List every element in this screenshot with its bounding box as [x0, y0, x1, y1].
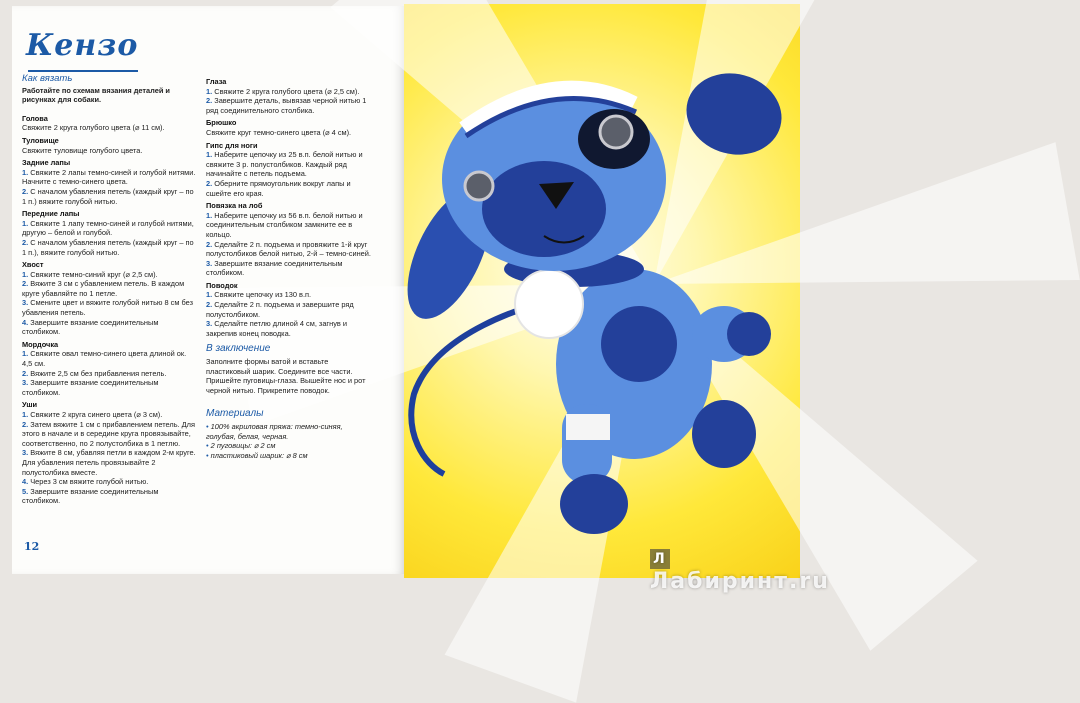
white-ball — [515, 270, 583, 338]
step-text: Вяжите 2,5 см без прибавления петель. — [30, 368, 167, 378]
step-text: Наберите цепочку из 56 в.п. белой нитью и соединительным столбиком замкните ее в кольцо. — [206, 210, 363, 239]
material-item — [206, 451, 374, 461]
watermark-logo-icon: Л — [650, 549, 670, 569]
page-number: 12 — [24, 540, 40, 553]
instruction-step — [206, 179, 374, 198]
section-conclusion: В заключение — [206, 343, 271, 355]
material-item — [206, 422, 374, 441]
step-number: 3. — [206, 319, 213, 329]
step-text: Свяжите 2 лапы темно-синей и голубой нитями. Начните с темно-синего цвета. — [22, 167, 196, 187]
section-heading: Гипс для ноги — [206, 140, 258, 150]
instruction-step — [22, 279, 198, 298]
instruction-text: Свяжите круг темно-синего цвета (⌀ 4 см). — [206, 127, 352, 137]
step-number: 2. — [206, 178, 213, 188]
step-number: 4. — [22, 477, 29, 487]
step-text: Вяжите 3 см с убавлением петель. В каждом круге убавляйте по 1 петле. — [22, 279, 185, 298]
instruction-step — [206, 300, 374, 319]
right-ear — [677, 63, 790, 165]
left-eye — [465, 172, 493, 200]
belly-patch — [601, 306, 677, 382]
watermark — [650, 544, 830, 594]
title-underline — [28, 70, 138, 72]
instruction-step — [22, 298, 198, 317]
materials-list — [206, 422, 374, 460]
watermark-text: Лабиринт.ru — [650, 569, 830, 594]
intro-text: Работайте по схемам вязания деталей и рисунках для собаки. — [22, 85, 170, 105]
section-heading: Голова — [22, 113, 48, 123]
section-heading: Передние лапы — [22, 209, 80, 219]
instruction-step — [22, 219, 198, 238]
step-number: 5. — [22, 486, 29, 496]
step-number: 1. — [22, 167, 29, 177]
step-text: Завершите вязание соединительным столбиком. — [22, 378, 159, 397]
step-text: Смените цвет и вяжите голубой нитью 8 см без убавления петель. — [22, 298, 194, 318]
material-text: 100% акриловая пряжа: темно-синяя, голубая, белая, черная. — [206, 422, 343, 441]
instruction-step — [22, 187, 198, 206]
section-heading: Хвост — [22, 260, 44, 270]
step-number: 1. — [206, 150, 213, 160]
step-text: Наберите цепочку из 25 в.п. белой нитью и свяжите 3 р. полустолбиков. Каждый ряд начинайте с петель подъема. — [206, 150, 363, 179]
col1-list — [22, 114, 198, 506]
step-text: Свяжите 2 круга синего цвета (⌀ 3 см). — [30, 410, 163, 419]
instruction-step — [206, 319, 374, 338]
instruction-step — [206, 211, 374, 240]
instruction-text: Свяжите 2 круга голубого цвета (⌀ 11 см). — [22, 123, 165, 133]
material-item — [206, 441, 374, 451]
step-text: Сделайте 2 п. подъема и завершите ряд полустолбиком. — [206, 300, 354, 319]
right-eye — [600, 116, 632, 148]
instruction-step — [206, 240, 374, 259]
material-text: пластиковый шарик: ⌀ 8 см — [210, 450, 308, 460]
right-foot — [692, 400, 756, 468]
instruction-step — [206, 96, 374, 115]
step-text: С началом убавления петель (каждый круг – по 1 п.) вяжите голубой нитью. — [22, 186, 194, 206]
instruction-text: Свяжите туловище голубого цвета. — [22, 145, 143, 155]
instruction-step — [22, 448, 198, 477]
step-text: Оберните прямоугольник вокруг лапы и сшейте его края. — [206, 178, 351, 198]
instruction-step — [22, 318, 198, 337]
section-heading: Уши — [22, 400, 38, 410]
instruction-step — [22, 238, 198, 257]
step-text: Затем вяжите 1 см с прибавлением петель. Для этого в начале и в середине круга провязывайте, соответственно, по 2 полустолбика в 1 петлю. — [22, 419, 195, 448]
section-how-to-knit: Как вязать — [22, 73, 73, 84]
muzzle — [482, 161, 606, 257]
section-heading: Туловище — [22, 135, 59, 145]
instruction-step — [22, 410, 198, 420]
step-text: Свяжите овал темно-синего цвета длиной ок. 4,5 см. — [22, 349, 187, 369]
step-number: 2. — [22, 419, 29, 429]
right-page — [404, 4, 800, 578]
step-number: 3. — [22, 298, 29, 308]
step-text: Вяжите 8 см, убавляя петли в каждом 2-м круге. Для убавления петель провязывайте 2 полустолбика вместе. — [22, 448, 196, 477]
crochet-dog-photo — [404, 4, 800, 578]
step-text: Свяжите 1 лапу темно-синей и голубой нитями, другую – белой и голубой. — [22, 218, 194, 238]
instruction-step — [22, 420, 198, 449]
step-text: Сделайте 2 п. подъема и провяжите 1-й круг полустолбиков белой нитью, 2-й – темно-синей. — [206, 239, 371, 259]
step-number: 1. — [206, 290, 213, 300]
instruction-step — [22, 349, 198, 368]
step-text: Свяжите цепочку из 130 в.п. — [214, 290, 312, 300]
instruction-step — [206, 150, 374, 179]
step-number: 2. — [22, 237, 29, 247]
material-text: 2 пуговицы: ⌀ 2 см — [210, 441, 276, 451]
section-heading: Задние лапы — [22, 158, 71, 168]
instruction-step — [22, 378, 198, 397]
step-number: 2. — [206, 96, 213, 106]
step-text: Завершите деталь, вывязав черной нитью 1 ряд соединительного столбика. — [206, 96, 367, 115]
section-heading: Повязка на лоб — [206, 201, 263, 211]
instruction-step — [22, 168, 198, 187]
step-number: 2. — [206, 239, 213, 249]
step-number: 1. — [206, 210, 213, 220]
step-number: 1. — [22, 410, 29, 419]
page-title: Кензо — [26, 28, 139, 63]
instructions-column-2 — [206, 74, 374, 460]
step-number: 2. — [22, 368, 29, 378]
step-text: Свяжите 2 круга голубого цвета (⌀ 2,5 см). — [214, 86, 360, 96]
step-number: 1. — [22, 218, 29, 228]
instruction-step — [206, 290, 374, 300]
instruction-step — [22, 270, 198, 280]
instruction-step — [22, 369, 198, 379]
section-heading: Поводок — [206, 280, 238, 290]
instruction-step — [206, 87, 374, 97]
step-number: 1. — [206, 86, 213, 96]
step-text: Свяжите темно-синий круг (⌀ 2,5 см). — [30, 269, 158, 279]
bullet-icon: • — [206, 450, 211, 460]
step-number: 1. — [22, 269, 29, 279]
instruction-step — [22, 477, 198, 487]
section-heading: Брюшко — [206, 118, 237, 128]
bullet-icon: • — [206, 422, 211, 431]
step-text: Завершите вязание соединительным столбиком. — [22, 317, 159, 337]
section-heading: Глаза — [206, 77, 227, 86]
col2-list — [206, 77, 374, 338]
step-text: С началом убавления петель (каждый круг – по 1 п.), вяжите голубой нитью. — [22, 237, 194, 257]
step-number: 1. — [22, 349, 29, 359]
right-paw — [727, 312, 771, 356]
step-number: 2. — [206, 300, 213, 310]
step-number: 2. — [22, 279, 29, 289]
leg-cast — [566, 414, 610, 440]
step-text: Сделайте петлю длиной 4 см, загнув и закрепив конец поводка. — [206, 319, 348, 338]
step-number: 2. — [22, 186, 29, 196]
instructions-column-1 — [22, 74, 198, 506]
step-number: 3. — [206, 258, 213, 268]
step-number: 3. — [22, 448, 29, 458]
step-text: Завершите вязание соединительным столбиком. — [206, 258, 343, 278]
section-materials: Материалы — [206, 408, 264, 420]
instruction-step — [22, 487, 198, 506]
step-text: Через 3 см вяжите голубой нитью. — [30, 477, 149, 487]
step-text: Завершите вязание соединительным столбиком. — [22, 486, 159, 506]
step-number: 4. — [22, 317, 29, 327]
bullet-icon: • — [206, 441, 211, 451]
section-heading: Мордочка — [22, 339, 59, 349]
left-foot — [560, 474, 628, 534]
step-number: 3. — [22, 378, 29, 388]
instruction-step — [206, 259, 374, 278]
conclusion-text: Заполните формы ватой и вставьте пластиковый шарик. Соедините все части. Пришейте пуговицы-глаза. Вышейте нос и рот черной нитью. Прикрепите поводок. — [206, 357, 366, 395]
